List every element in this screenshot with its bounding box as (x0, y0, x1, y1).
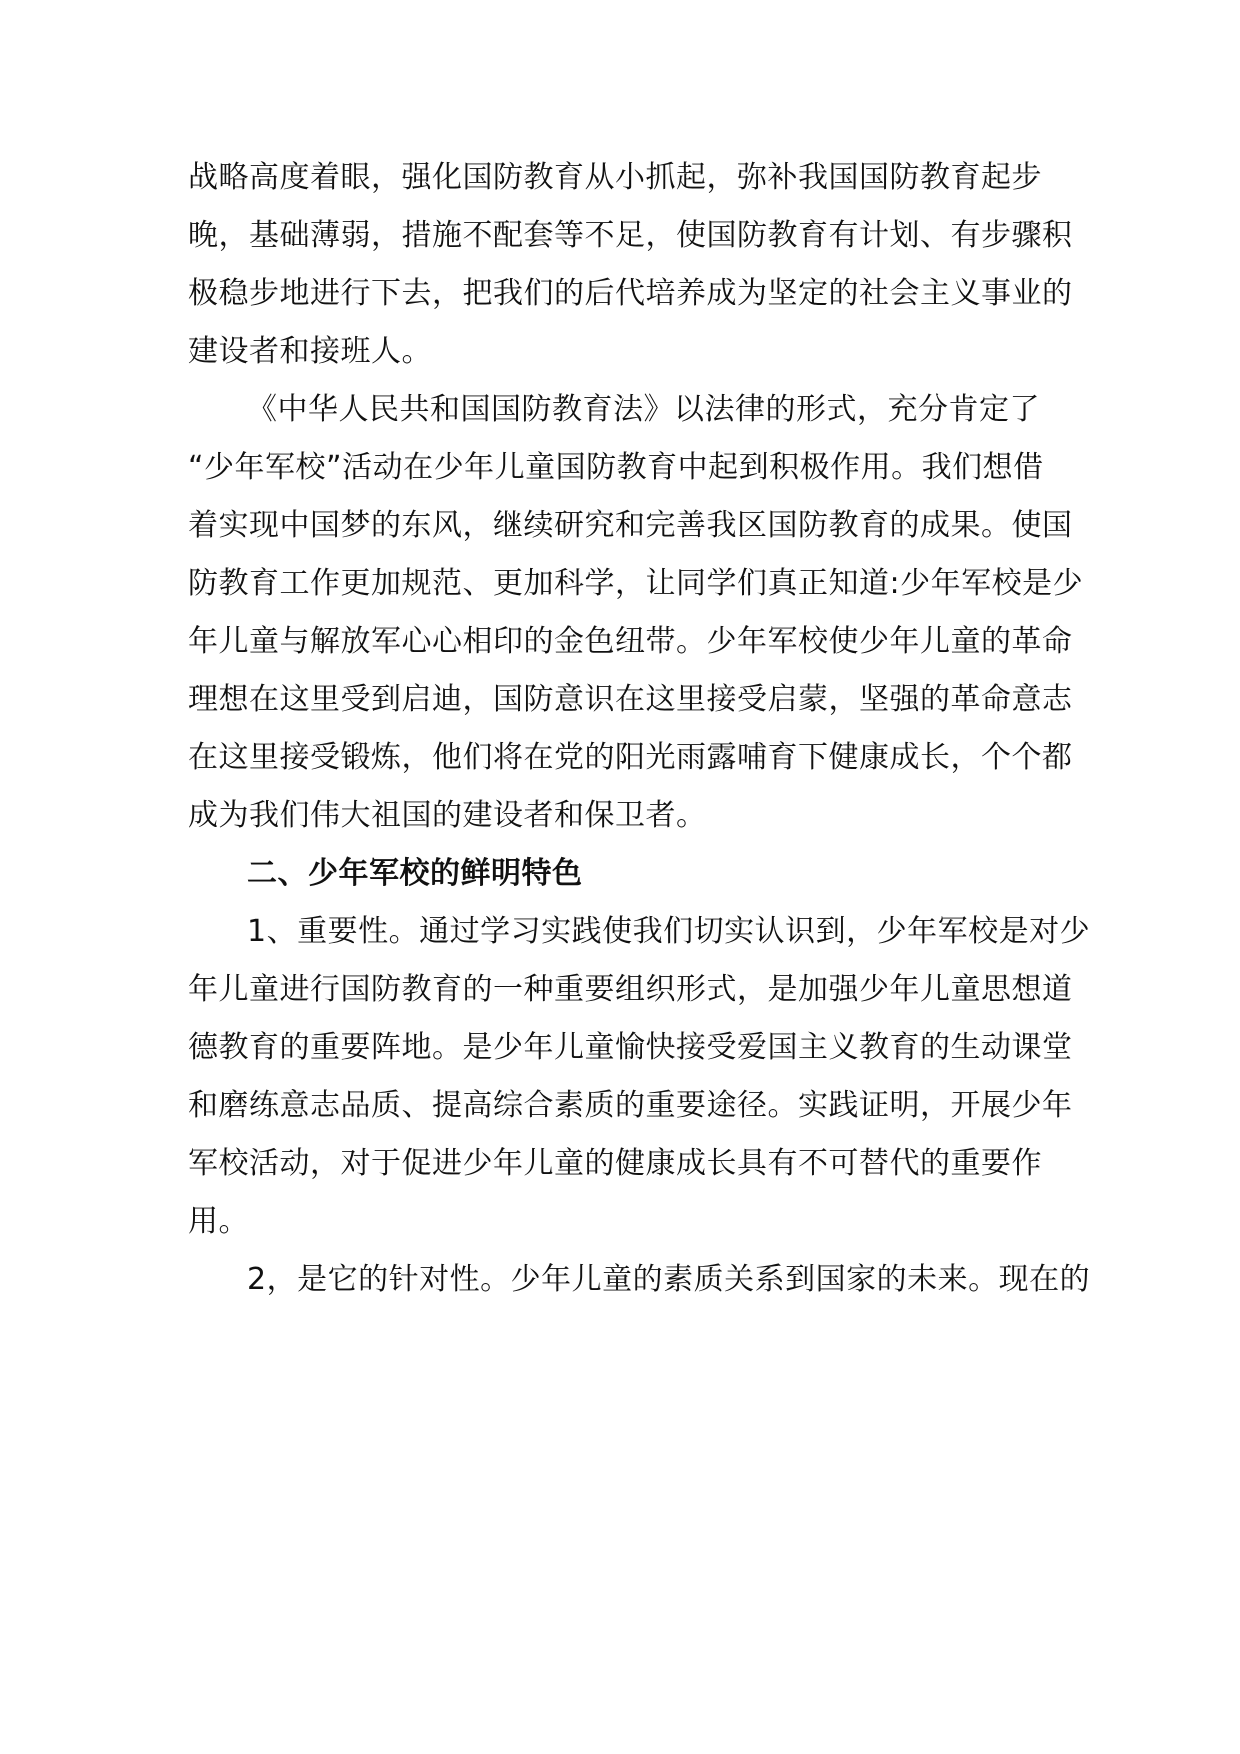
paragraph-3-line-5: 军校活动，对于促进少年儿童的健康成长具有不可替代的重要作 (188, 1146, 1042, 1181)
paragraph-2-line-8: 成为我们伟大祖国的建设者和保卫者。 (188, 798, 707, 833)
paragraph-3-line-2: 年儿童进行国防教育的一种重要组织形式，是加强少年儿童思想道 (188, 972, 1073, 1007)
paragraph-2-line-7: 在这里接受锻炼，他们将在党的阳光雨露哺育下健康成长，个个都 (188, 740, 1073, 775)
paragraph-1-line-2: 晚，基础薄弱，措施不配套等不足，使国防教育有计划、有步骤积 (188, 218, 1073, 253)
paragraph-3-line-1: 1、重要性。通过学习实践使我们切实认识到，少年军校是对少 (247, 914, 1091, 949)
paragraph-1-line-3: 极稳步地进行下去，把我们的后代培养成为坚定的社会主义事业的 (188, 276, 1073, 311)
paragraph-2-line-4: 防教育工作更加规范、更加科学，让同学们真正知道:少年军校是少 (188, 566, 1084, 601)
paragraph-3-line-3: 德教育的重要阵地。是少年儿童愉快接受爱国主义教育的生动课堂 (188, 1030, 1073, 1065)
paragraph-4-line-1: 2，是它的针对性。少年儿童的素质关系到国家的未来。现在的 (247, 1262, 1091, 1297)
paragraph-1-line-4: 建设者和接班人。 (188, 334, 432, 369)
paragraph-2-line-5: 年儿童与解放军心心相印的金色纽带。少年军校使少年儿童的革命 (188, 624, 1073, 659)
paragraph-2-line-1: 《中华人民共和国国防教育法》以法律的形式，充分肯定了 (247, 392, 1040, 427)
paragraph-2-line-3: 着实现中国梦的东风，继续研究和完善我区国防教育的成果。使国 (188, 508, 1073, 543)
paragraph-3-line-4: 和磨练意志品质、提高综合素质的重要途径。实践证明，开展少年 (188, 1088, 1073, 1123)
section-heading: 二、少年军校的鲜明特色 (247, 856, 583, 891)
paragraph-1-line-1: 战略高度着眼，强化国防教育从小抓起，弥补我国国防教育起步 (188, 160, 1042, 195)
paragraph-3-line-6: 用。 (188, 1204, 249, 1239)
paragraph-2-line-2: “少年军校”活动在少年儿童国防教育中起到积极作用。我们想借 (188, 450, 1044, 485)
paragraph-2-line-6: 理想在这里受到启迪，国防意识在这里接受启蒙，坚强的革命意志 (188, 682, 1073, 717)
